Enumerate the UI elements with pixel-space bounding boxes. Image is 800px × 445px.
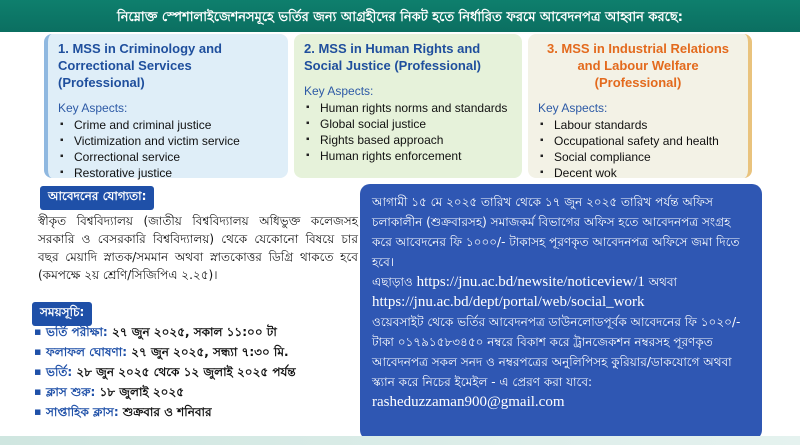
schedule-list [32,322,362,422]
program-card-industrial-relations [528,34,752,178]
schedule-item-label: ভর্তি: [46,365,73,379]
bottom-decoration [0,436,800,445]
aspects-list [304,100,512,164]
aspect-item: ▪ Correctional service [58,149,278,165]
aspect-item: ▪ Victimization and victim service [58,133,278,149]
program-title: 1. MSS in Criminology and Correctional Services (Professional) [58,41,222,90]
schedule-item [32,402,362,422]
info-or: অথবা [648,275,678,289]
notice-link[interactable]: https://jnu.ac.bd/newsite/noticeview/1 [416,274,645,290]
schedule-item-label: ভর্তি পরীক্ষা: [46,325,108,339]
schedule-item [32,322,362,342]
header-band [0,0,800,32]
aspect-item: ▪ Labour standards [538,117,738,133]
aspect-item: ▪ Restorative justice [58,165,278,181]
aspects-list [58,117,278,181]
aspect-item: ▪ Crime and criminal justice [58,117,278,133]
key-aspects-label: Key Aspects: [538,101,608,115]
aspect-item: ▪ Social compliance [538,149,738,165]
schedule-item-value: ২৭ জুন ২০২৫, সন্ধ্যা ৭:৩০ মি. [131,345,289,359]
aspect-item: ▪ Rights based approach [304,132,512,148]
application-info-box [360,184,762,440]
schedule-item-value: ২৮ জুন ২০২৫ থেকে ১২ জুলাই ২০২৫ পর্যন্ত [76,365,296,379]
info-paragraph-payment: ওয়েবসাইট থেকে ভর্তির আবেদনপত্র ডাউনলোডপূর্বক আবেদনের ফি ১০২০/- টাকা ০১৭৯১৫৮৩৪৫০ নম্বরে বিকাশ করে ট্রানজেকশন নম্বরসহ পূরণকৃত আবেদনপত্র সকল সনদ ও নম্বরপত্রের অনুলিপিসহ কুরিয়ার/ডাকযোগে অথবা স্ক্যান করে নিচের ইমেইল - এ প্রেরণ করা যাবে: [372,315,741,389]
aspect-item: ▪ Decent wok [538,165,738,181]
header-headline: নিম্নোক্ত স্পেশালাইজেশনসমূহে ভর্তির জন্য আগ্রহীদের নিকট হতে নির্ধারিত ফরমে আবেদনপত্র আহ্বান করছে: [117,10,683,25]
eligibility-text: স্বীকৃত বিশ্ববিদ্যালয় (জাতীয় বিশ্ববিদ্যালয় অধিভুক্ত কলেজসহ সরকারি ও বেসরকারি বিশ্ববিদ্যালয়) থেকে যেকোনো বিষয়ে চার বছর মেয়াদি স্নাতক/সমমান অথবা স্নাতকোত্তর ডিগ্রি থাকতে হবে (কমপক্ষে ২য় শ্রেণি/সিজিপিএ ২.২৫)। [38,214,358,282]
program-card-criminology [44,34,288,178]
key-aspects-label: Key Aspects: [304,84,374,98]
aspect-item: ▪ Human rights norms and standards [304,100,512,116]
schedule-item-label: সাপ্তাহিক ক্লাস: [46,405,119,419]
program-title: 2. MSS in Human Rights and Social Justice (Professional) [304,41,482,73]
info-prefix: এছাড়াও [372,275,413,289]
schedule-label: সময়সূচি: [32,302,92,326]
eligibility-label: আবেদনের যোগ্যতা: [40,186,154,210]
info-paragraph-collect: আগামী ১৫ মে ২০২৫ তারিখ থেকে ১৭ জুন ২০২৫ তারিখ পর্যন্ত অফিস চলাকালীন (শুক্রবারসহ) সমাজকর্ম বিভাগের অফিস হতে আবেদনপত্র সংগ্রহ করে আবেদনের ফি ১০০০/- টাকাসহ পূরণকৃত আবেদনপত্র অফিসে জমা দিতে হবে। [372,195,740,269]
schedule-item [32,362,362,382]
aspects-list [538,117,738,181]
schedule-item-label: ফলাফল ঘোষণা: [46,345,127,359]
program-title: 3. MSS in Industrial Relations and Labour Welfare (Professional) [546,41,730,90]
program-card-human-rights [294,34,522,178]
key-aspects-label: Key Aspects: [58,101,128,115]
department-link[interactable]: https://jnu.ac.bd/dept/portal/web/social_work [372,294,645,310]
aspect-item: ▪ Human rights enforcement [304,148,512,164]
schedule-item-value: শুক্রবার ও শনিবার [122,405,212,419]
aspect-item: ▪ Occupational safety and health [538,133,738,149]
schedule-item [32,342,362,362]
schedule-item-value: ১৮ জুলাই ২০২৫ [99,385,185,399]
schedule-item-value: ২৭ জুন ২০২৫, সকাল ১১:০০ টা [111,325,277,339]
aspect-item: ▪ Global social justice [304,116,512,132]
info-paragraph-online [372,272,750,312]
contact-email-link[interactable]: rasheduzzaman900@gmail.com [372,394,565,410]
schedule-item [32,382,362,402]
schedule-item-label: ক্লাস শুরু: [46,385,96,399]
